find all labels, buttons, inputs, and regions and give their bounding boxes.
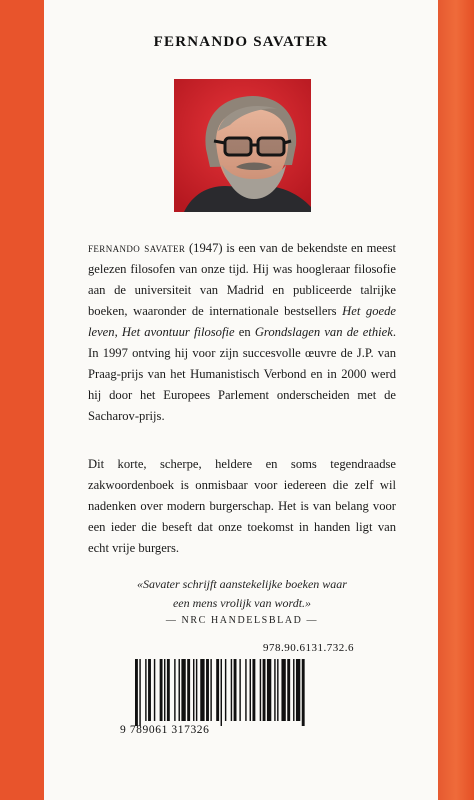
barcode-bar — [245, 659, 246, 721]
press-quote-line-2: een mens vrolijk van wordt.» — [172, 596, 312, 610]
barcode-bar — [200, 659, 204, 721]
barcode-bar — [277, 659, 278, 721]
press-quote — [84, 575, 400, 613]
barcode — [129, 659, 354, 726]
cover-panel — [44, 0, 438, 800]
author-bio — [88, 238, 396, 427]
barcode-bar — [164, 659, 165, 721]
barcode-bar — [252, 659, 255, 721]
barcode-bar — [193, 659, 194, 721]
barcode-bar — [181, 659, 185, 721]
bio-book-1: Het goede leven — [88, 304, 396, 339]
barcode-bar — [260, 659, 261, 721]
press-quote-line-1: «Savater schrijft aanstekelijke boeken waar — [137, 577, 347, 591]
barcode-bar — [160, 659, 163, 721]
bio-book-2: Het avontuur filosofie — [121, 325, 235, 339]
barcode-digits: 9 789061 317326 — [120, 724, 210, 736]
barcode-bar — [231, 659, 232, 721]
barcode-bar — [139, 659, 140, 726]
barcode-bar — [187, 659, 190, 721]
bio-text-2: , — [114, 325, 122, 339]
cover-edge — [438, 0, 474, 800]
press-quote-source: — NRC HANDELSBLAD — — [165, 615, 319, 626]
barcode-bar — [274, 659, 275, 721]
barcode-bar — [135, 659, 138, 726]
barcode-bar — [174, 659, 175, 721]
book-description: Dit korte, scherpe, heldere en soms tegendraadse zakwoordenboek is onmisbaar voor iedereen die zelf wil nadenken over modern burgerschap. Het is van belang voor een ieder die beseft dat onze toekomst in handen ligt van echt vrije burgers. — [88, 457, 396, 555]
barcode-bar — [234, 659, 237, 721]
barcode-bar — [196, 659, 197, 721]
barcode-bar — [216, 659, 219, 721]
bio-text-1: (1947) is een van de bekendste en meest gelezen filosofen van onze tijd. Hij was hoogleraar filosofie aan de universiteit van Madrid en publiceerde talrijke boeken, waaronder de internationale bestsellers — [88, 241, 396, 318]
barcode-bar — [221, 659, 222, 726]
bio-text-3: en — [234, 325, 255, 339]
author-photo — [174, 79, 311, 212]
barcode-bar — [287, 659, 290, 721]
barcode-bar — [167, 659, 170, 721]
isbn-number: 978.90.6131.732.6 — [263, 642, 354, 654]
barcode-bar — [239, 659, 240, 721]
barcode-bar — [263, 659, 266, 721]
bio-author-name: fernando savater — [88, 241, 186, 255]
barcode-bar — [225, 659, 226, 721]
barcode-bar — [250, 659, 251, 721]
barcode-bar — [293, 659, 294, 721]
barcode-bar — [267, 659, 271, 721]
author-heading: FERNANDO SAVATER — [153, 34, 329, 50]
barcode-bar — [179, 659, 180, 721]
barcode-bar — [302, 659, 305, 726]
barcode-bar — [145, 659, 146, 721]
barcode-bar — [296, 659, 300, 721]
barcode-bar — [206, 659, 209, 721]
barcode-bar — [148, 659, 151, 721]
barcode-bar — [210, 659, 211, 721]
barcode-bar — [281, 659, 285, 721]
barcode-bar — [154, 659, 155, 721]
bio-text-4: . In 1997 ontving hij voor zijn succesvolle œuvre de J.P. van Praag-prijs van het Humanistisch Verbond en in 2000 werd hij door het Europees Parlement onderscheiden met de Sacharov-prijs. — [88, 325, 396, 423]
bio-book-3: Grondslagen van de ethiek — [254, 325, 393, 339]
